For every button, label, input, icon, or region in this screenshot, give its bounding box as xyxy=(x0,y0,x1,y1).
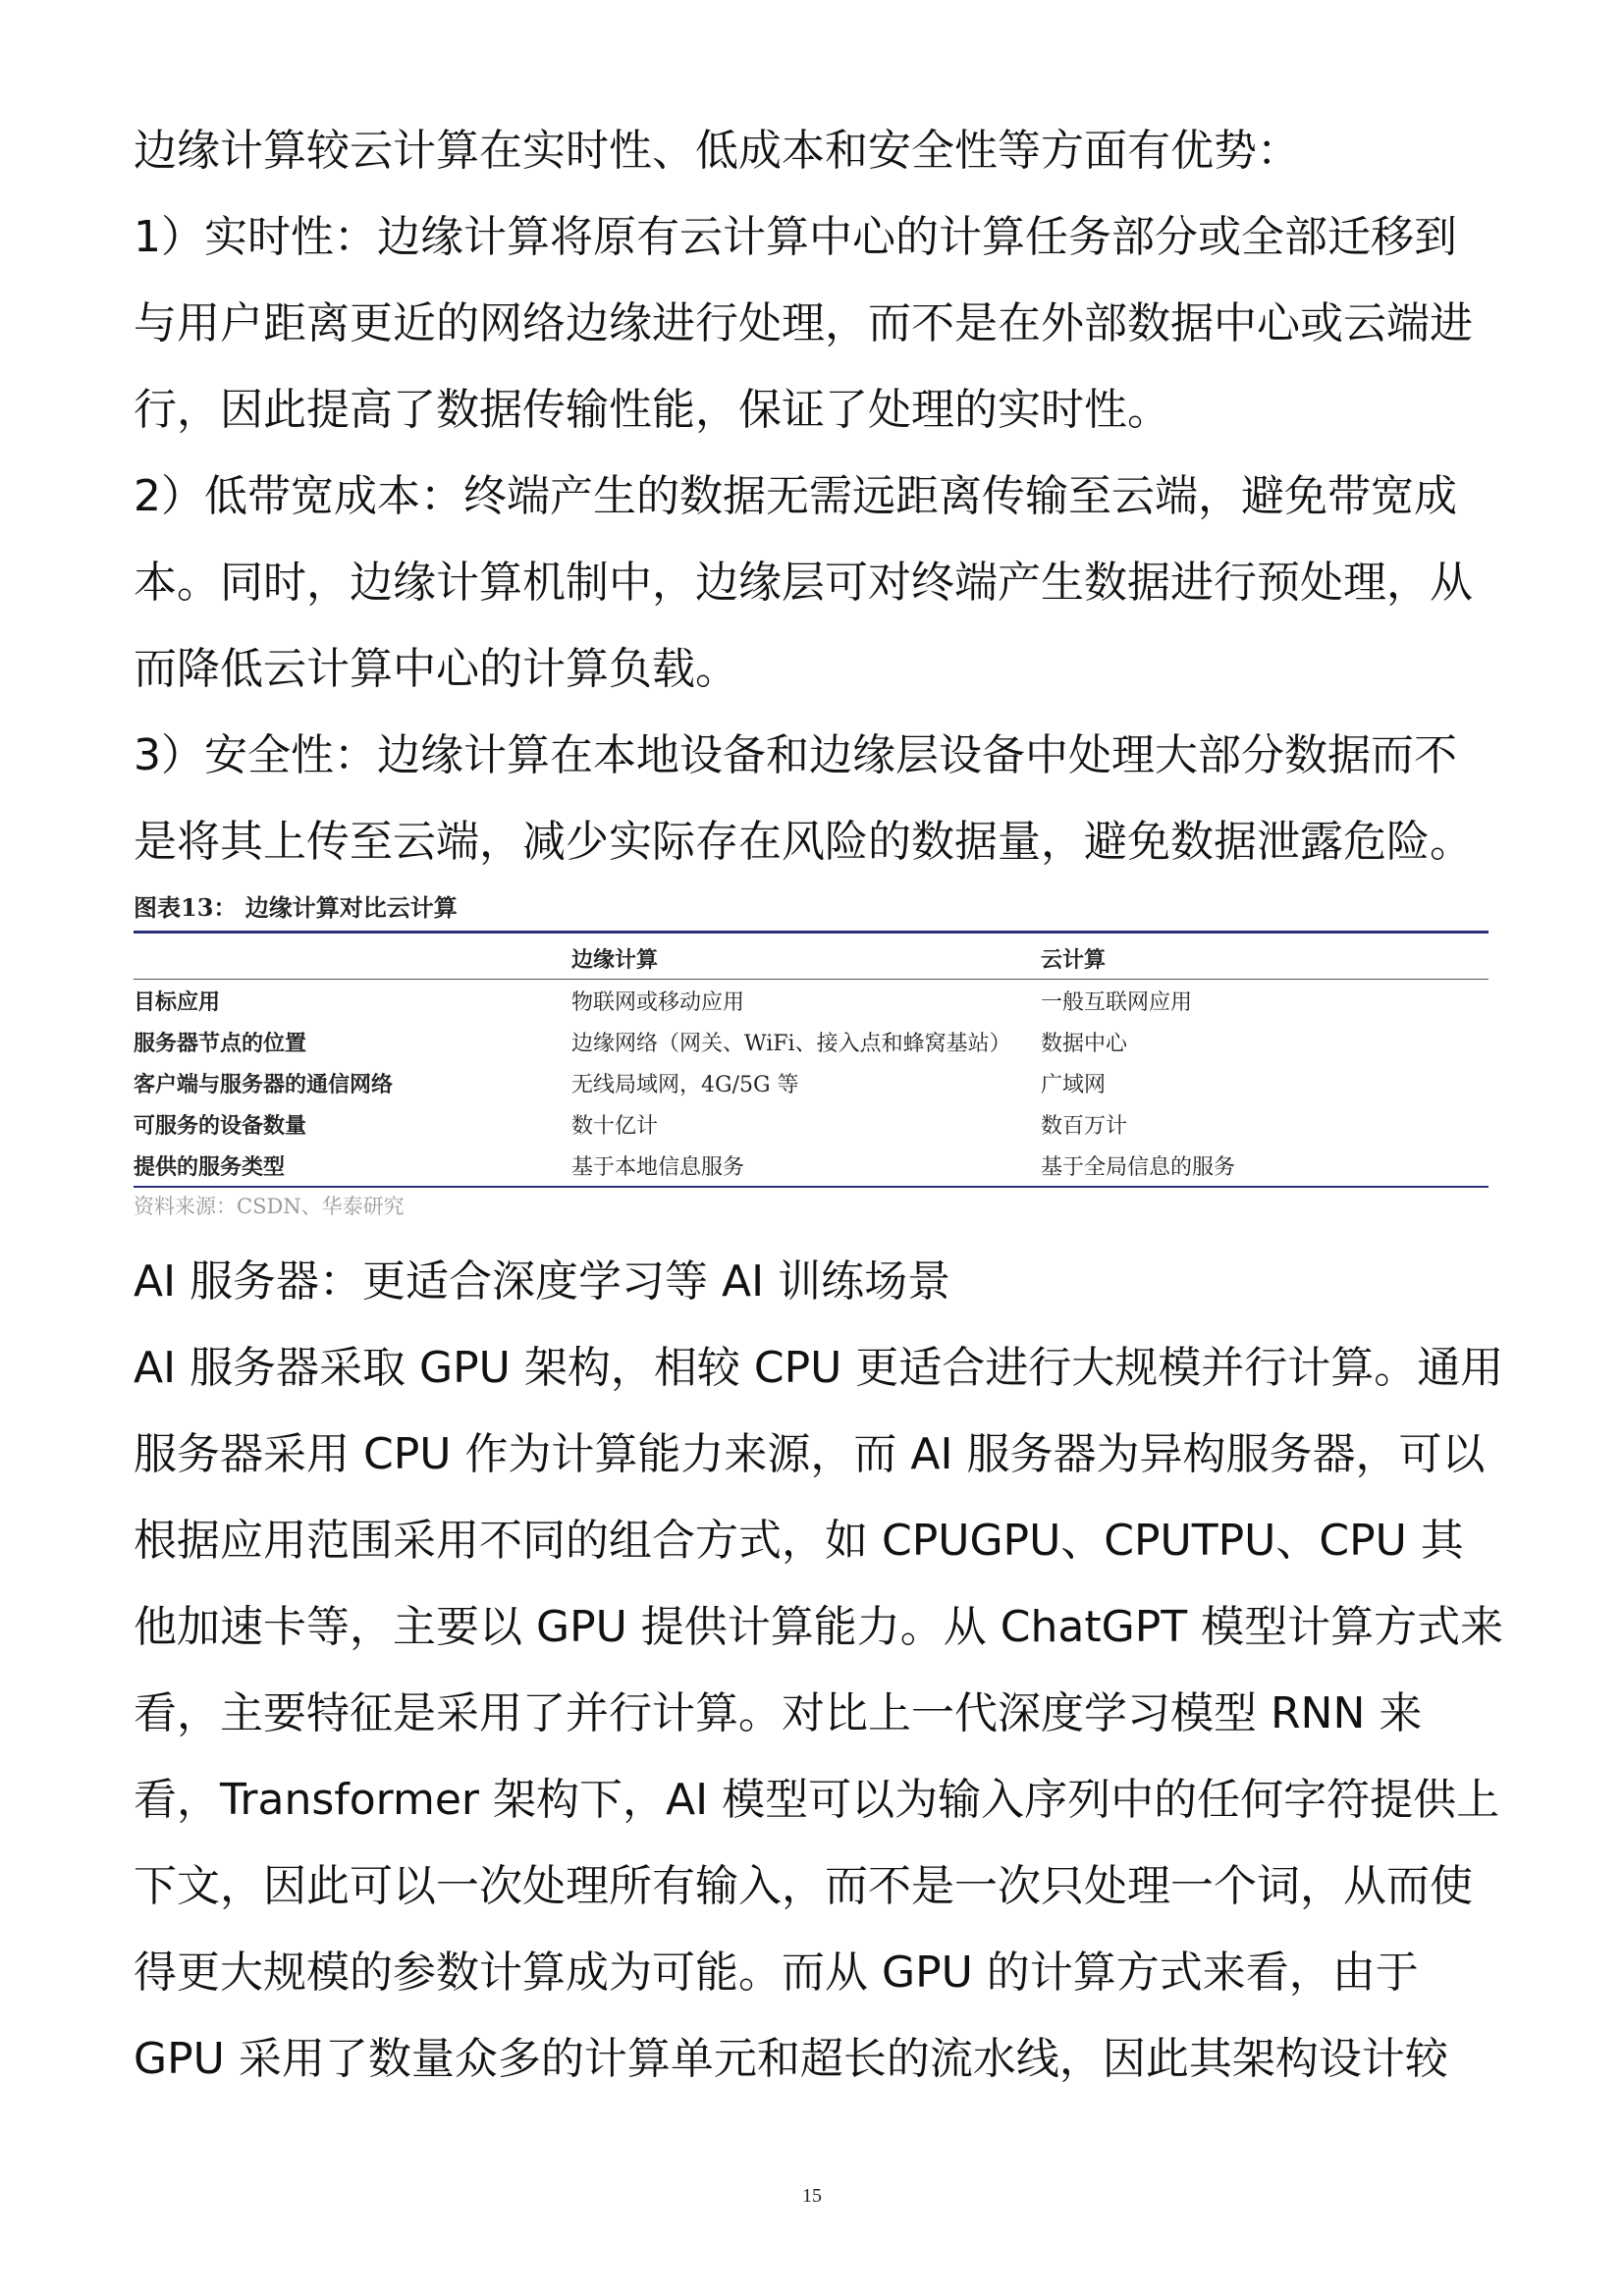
text-line: AI 服务器采取 GPU 架构，相较 CPU 更适合进行大规模并行计算。通用 xyxy=(134,1343,1504,1393)
comparison-figure xyxy=(134,891,1489,1223)
comparison-table xyxy=(134,934,1489,1188)
row-label: 服务器节点的位置 xyxy=(134,1030,307,1056)
text-line: 他加速卡等，主要以 GPU 提供计算能力。从 ChatGPT 模型计算方式来 xyxy=(134,1602,1504,1652)
text-line: 与用户距离更近的网络边缘进行处理，而不是在外部数据中心或云端进 xyxy=(134,298,1473,348)
text-line: 边缘计算较云计算在实时性、低成本和安全性等方面有优势： xyxy=(134,126,1300,176)
text-line: 看，Transformer 架构下，AI 模型可以为输入序列中的任何字符提供上 xyxy=(134,1775,1500,1825)
text-line: 1）实时性：边缘计算将原有云计算中心的计算任务部分或全部迁移到 xyxy=(134,212,1457,262)
table-row xyxy=(134,1062,1489,1103)
text-line: 是将其上传至云端，减少实际存在风险的数据量，避免数据泄露危险。 xyxy=(134,817,1473,867)
ai-server-paragraph xyxy=(134,1325,1520,2103)
edge-cell: 边缘网络（网关、WiFi、接入点和蜂窝基站） xyxy=(571,1031,1011,1056)
row-label: 客户端与服务器的通信网络 xyxy=(134,1071,394,1097)
section-heading: AI 服务器：更适合深度学习等 AI 训练场景 xyxy=(134,1256,951,1307)
row-label: 提供的服务类型 xyxy=(134,1145,571,1187)
figure-source: 资料来源：CSDN、华泰研究 xyxy=(134,1195,405,1218)
cloud-cell: 基于全局信息的服务 xyxy=(1041,1145,1489,1187)
edge-cell: 物联网或移动应用 xyxy=(571,989,745,1015)
cloud-cell: 数百万计 xyxy=(1041,1113,1128,1139)
page-number: 15 xyxy=(802,2185,822,2207)
cloud-cell: 广域网 xyxy=(1041,1072,1107,1097)
text-line: 行，因此提高了数据传输性能，保证了处理的实时性。 xyxy=(134,385,1170,435)
table-row xyxy=(134,1145,1489,1187)
figure-title: 图表13： 边缘计算对比云计算 xyxy=(134,891,1489,934)
row-label: 可服务的设备数量 xyxy=(134,1112,307,1139)
header-cell: 云计算 xyxy=(1041,934,1489,980)
cloud-cell: 数据中心 xyxy=(1041,1031,1128,1056)
header-cell: 边缘计算 xyxy=(571,934,1041,980)
cloud-cell: 一般互联网应用 xyxy=(1041,989,1193,1015)
table-row xyxy=(134,1021,1489,1062)
row-label: 目标应用 xyxy=(134,988,221,1015)
header-cell xyxy=(134,934,571,980)
document-page xyxy=(134,108,1520,2103)
text-line: 2）低带宽成本：终端产生的数据无需远距离传输至云端，避免带宽成 xyxy=(134,471,1457,521)
table-row xyxy=(134,980,1489,1022)
text-line: 得更大规模的参数计算成为可能。而从 GPU 的计算方式来看，由于 xyxy=(134,1948,1419,1998)
edge-cell: 基于本地信息服务 xyxy=(571,1145,1041,1187)
table-row xyxy=(134,1103,1489,1145)
text-line: 下文，因此可以一次处理所有输入，而不是一次只处理一个词，从而使 xyxy=(134,1861,1473,1911)
text-line: 根据应用范围采用不同的组合方式，如 CPUGPU、CPUTPU、CPU 其 xyxy=(134,1516,1464,1566)
text-line: 本。同时，边缘计算机制中，边缘层可对终端产生数据进行预处理，从 xyxy=(134,558,1473,608)
table-header-row xyxy=(134,934,1489,980)
edge-cell: 数十亿计 xyxy=(571,1113,659,1139)
advantages-paragraph xyxy=(134,108,1520,885)
text-line: 服务器采用 CPU 作为计算能力来源，而 AI 服务器为异构服务器，可以 xyxy=(134,1429,1486,1479)
edge-cell: 无线局域网，4G/5G 等 xyxy=(571,1072,799,1097)
text-line: GPU 采用了数量众多的计算单元和超长的流水线，因此其架构设计较 xyxy=(134,2034,1448,2084)
text-line: 3）安全性：边缘计算在本地设备和边缘层设备中处理大部分数据而不 xyxy=(134,730,1457,780)
text-line: 而降低云计算中心的计算负载。 xyxy=(134,644,738,694)
text-line: 看，主要特征是采用了并行计算。对比上一代深度学习模型 RNN 来 xyxy=(134,1688,1423,1738)
